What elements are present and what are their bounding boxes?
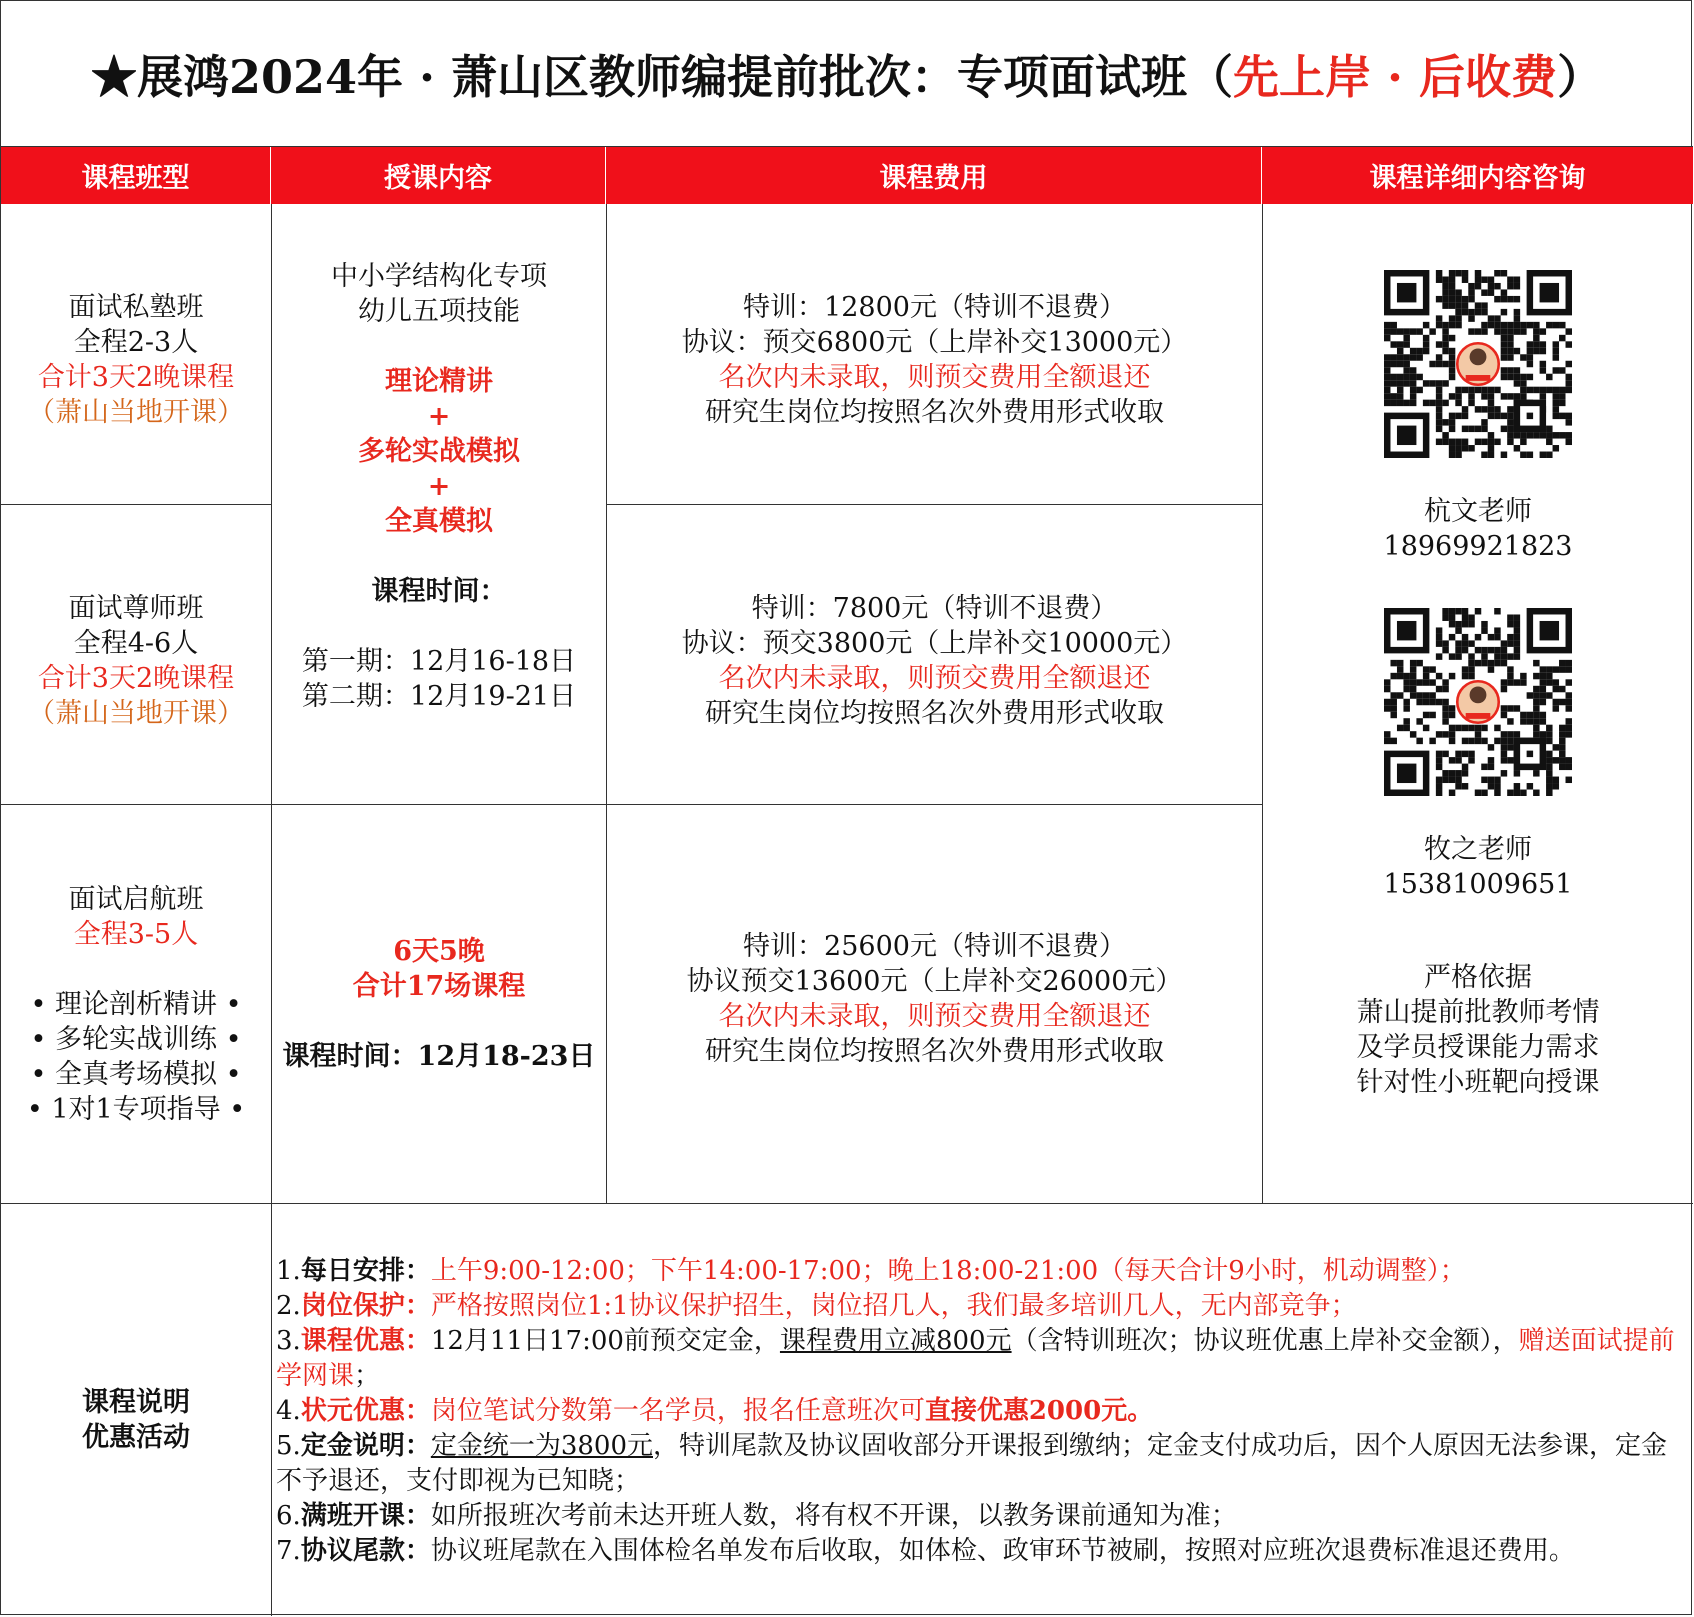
teacher-phone: 15381009651 bbox=[1383, 869, 1573, 900]
class-name: 面试私塾班 bbox=[68, 292, 204, 323]
title-highlight: 先上岸 · 后收费 bbox=[1233, 49, 1558, 104]
title-suffix: ） bbox=[1557, 49, 1604, 104]
basis-line: 严格依据 bbox=[1424, 962, 1532, 993]
class-size: 全程2-3人 bbox=[73, 327, 199, 358]
fee-special: 特训：12800元（特训不退费） bbox=[743, 292, 1126, 323]
content-shared bbox=[271, 204, 606, 804]
fee-special: 特训：25600元（特训不退费） bbox=[743, 931, 1126, 962]
notes-label-line: 优惠活动 bbox=[82, 1422, 190, 1453]
class-size: 全程4-6人 bbox=[73, 627, 199, 659]
header-content: 授课内容 bbox=[271, 147, 606, 204]
content-module: 全真模拟 bbox=[385, 506, 493, 537]
fee-graduate: 研究生岗位均按照名次外费用形式收取 bbox=[705, 697, 1164, 729]
fee-special: 特训：7800元（特训不退费） bbox=[751, 592, 1118, 624]
note-item: 2.岗位保护：严格按照岗位1:1协议保护招生，岗位招几人，我们最多培训几人，无内部竞争； bbox=[276, 1291, 1357, 1321]
fee-agreement: 协议预交13600元（上岸补交26000元） bbox=[686, 966, 1183, 997]
content-duration: 6天5晚 bbox=[393, 936, 485, 967]
class-location: （萧山当地开课） bbox=[28, 697, 244, 729]
basis-line: 针对性小班靶向授课 bbox=[1356, 1067, 1600, 1098]
class-name: 面试启航班 bbox=[68, 883, 204, 915]
header-class-type: 课程班型 bbox=[1, 147, 271, 204]
class-private bbox=[1, 204, 271, 504]
class-feature: • 1对1专项指导 • bbox=[26, 1093, 246, 1125]
qr-code-icon[interactable] bbox=[1384, 270, 1572, 458]
content-sessions: 合计17场课程 bbox=[352, 971, 526, 1002]
content-time-label: 课程时间： bbox=[371, 576, 507, 607]
content-plus: + bbox=[427, 401, 451, 432]
fee-mentor bbox=[606, 504, 1262, 804]
content-third bbox=[271, 804, 606, 1203]
content-time: 课程时间：12月18-23日 bbox=[282, 1041, 596, 1072]
note-item: 6.满班开课：如所报班次考前未达开班人数，将有权不开课，以教务课前通知为准； bbox=[276, 1501, 1237, 1531]
content-period: 第一期：12月16-18日 bbox=[301, 646, 577, 677]
fee-graduate: 研究生岗位均按照名次外费用形式收取 bbox=[705, 1036, 1164, 1067]
fee-refund: 名次内未录取，则预交费用全额退还 bbox=[718, 662, 1151, 694]
fee-graduate: 研究生岗位均按照名次外费用形式收取 bbox=[705, 397, 1164, 428]
title-prefix: ★展鸿2024年 · 萧山区教师编提前批次：专项面试班（ bbox=[90, 49, 1234, 104]
fee-agreement: 协议：预交6800元（上岸补交13000元） bbox=[681, 327, 1188, 358]
class-mentor bbox=[1, 504, 271, 804]
header-consult: 课程详细内容咨询 bbox=[1262, 147, 1693, 204]
basis-line: 及学员授课能力需求 bbox=[1356, 1032, 1600, 1063]
fee-agreement: 协议：预交3800元（上岸补交10000元） bbox=[681, 627, 1188, 659]
class-total: 合计3天2晚课程 bbox=[37, 362, 235, 393]
fee-refund: 名次内未录取，则预交费用全额退还 bbox=[718, 362, 1151, 393]
teacher-phone: 18969921823 bbox=[1383, 531, 1573, 562]
note-item: 7.协议尾款：协议班尾款在入围体检名单发布后收取，如体检、政审环节被刷，按照对应班次退费标准退还费用。 bbox=[276, 1536, 1575, 1566]
notes-label-line: 课程说明 bbox=[82, 1387, 190, 1418]
fee-refund: 名次内未录取，则预交费用全额退还 bbox=[718, 1001, 1151, 1032]
class-size: 全程3-5人 bbox=[73, 918, 199, 950]
qr-code-icon[interactable] bbox=[1384, 608, 1572, 796]
notes-label bbox=[1, 1203, 271, 1616]
content-period: 第二期：12月19-21日 bbox=[301, 681, 577, 712]
class-feature: • 多轮实战训练 • bbox=[30, 1023, 242, 1055]
class-feature: • 全真考场模拟 • bbox=[30, 1058, 242, 1090]
content-module: 理论精讲 bbox=[385, 366, 493, 397]
consult-panel bbox=[1262, 204, 1693, 1203]
class-name: 面试尊师班 bbox=[68, 592, 204, 624]
header-fee: 课程费用 bbox=[606, 147, 1262, 204]
teacher-name: 牧之老师 bbox=[1424, 834, 1532, 865]
fee-private bbox=[606, 204, 1262, 504]
class-location: （萧山当地开课） bbox=[28, 397, 244, 428]
basis-line: 萧山提前批教师考情 bbox=[1356, 997, 1600, 1028]
content-subject: 幼儿五项技能 bbox=[358, 296, 520, 327]
class-starter bbox=[1, 804, 271, 1203]
notes-list bbox=[271, 1203, 1693, 1616]
content-subject: 中小学结构化专项 bbox=[331, 261, 547, 292]
content-module: 多轮实战模拟 bbox=[358, 436, 520, 467]
teacher-name: 杭文老师 bbox=[1424, 496, 1532, 527]
note-item: 5.定金说明：定金统一为3800元，特训尾款及协议固收部分开课报到缴纳；定金支付成功后，因个人原因无法参课，定金不予退还，支付即视为已知晓； bbox=[276, 1431, 1668, 1496]
fee-starter bbox=[606, 804, 1262, 1203]
note-item: 4.状元优惠：岗位笔试分数第一名学员，报名任意班次可直接优惠2000元。 bbox=[276, 1396, 1154, 1426]
class-feature: • 理论剖析精讲 • bbox=[30, 988, 242, 1020]
class-total: 合计3天2晚课程 bbox=[37, 662, 235, 694]
content-plus: + bbox=[427, 471, 451, 502]
note-item: 1.每日安排：上午9:00-12:00；下午14:00-17:00；晚上18:00-21:00（每天合计9小时，机动调整）； bbox=[276, 1256, 1466, 1286]
page-title bbox=[1, 1, 1693, 147]
note-item: 3.课程优惠：12月11日17:00前预交定金，课程费用立减800元（含特训班次；协议班优惠上岸补交金额），赠送面试提前学网课； bbox=[276, 1326, 1675, 1391]
